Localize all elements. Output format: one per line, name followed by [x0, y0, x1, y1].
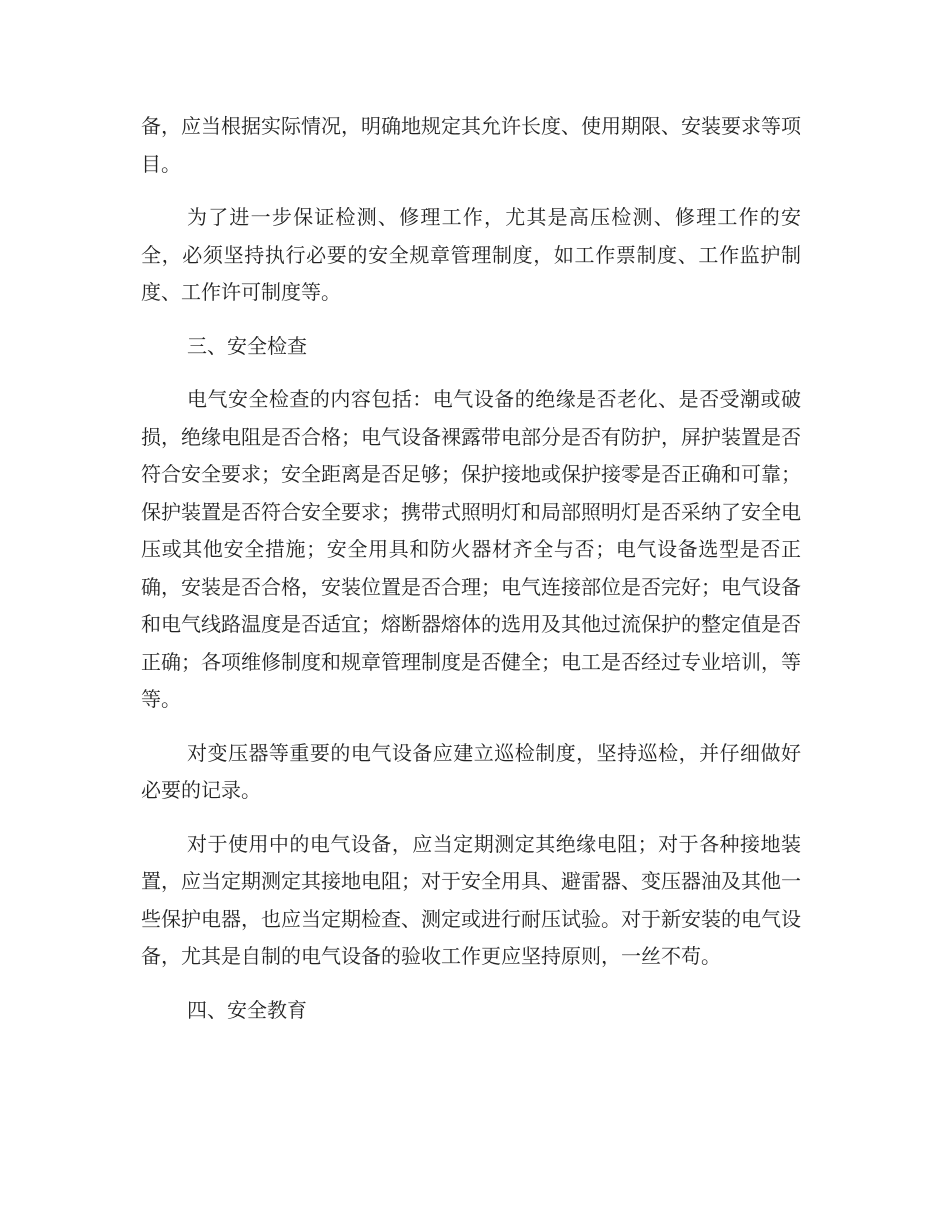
- section-heading-safety-education: 四、安全教育: [187, 997, 307, 1022]
- paragraph-inspection-content: 电气安全检查的内容包括：电气设备的绝缘是否老化、是否受潮或破损，绝缘电阻是否合格；电气设备裸露带电部分是否有防护，屏护装置是否符合安全要求；安全距离是否足够；保护接地或保护接零是否正确和可靠；保护装置是否符合安全要求；携带式照明灯和局部照明灯是否采纳了安全电压或其他安全措施；安全用具和防火器材齐全与否；电气设备选型是否正确，安装是否合格，安装位置是否合理；电气连接部位是否完好；电气设备和电气线路温度是否适宜；熔断器熔体的选用及其他过流保护的整定值是否正确；各项维修制度和规章管理制度是否健全；电工是否经过专业培训，等等。: [141, 387, 801, 711]
- paragraph-continuation: 备，应当根据实际情况，明确地规定其允许长度、使用期限、安装要求等项目。: [141, 114, 801, 176]
- paragraph-periodic-testing: 对于使用中的电气设备，应当定期测定其绝缘电阻；对于各种接地装置，应当定期测定其接地电阻；对于安全用具、避雷器、变压器油及其他一些保护电器，也应当定期检查、测定或进行耐压试验。对于新安装的电气设备，尤其是自制的电气设备的验收工作更应坚持原则，一丝不苟。: [141, 831, 801, 968]
- paragraph-patrol-system: 对变压器等重要的电气设备应建立巡检制度，坚持巡检，并仔细做好必要的记录。: [141, 740, 801, 802]
- paragraph-safety-rules: 为了进一步保证检测、修理工作，尤其是高压检测、修理工作的安全，必须坚持执行必要的安全规章管理制度，如工作票制度、工作监护制度、工作许可制度等。: [141, 205, 801, 304]
- document-page: [141, 108, 801, 1045]
- section-heading-safety-inspection: 三、安全检查: [187, 333, 307, 358]
